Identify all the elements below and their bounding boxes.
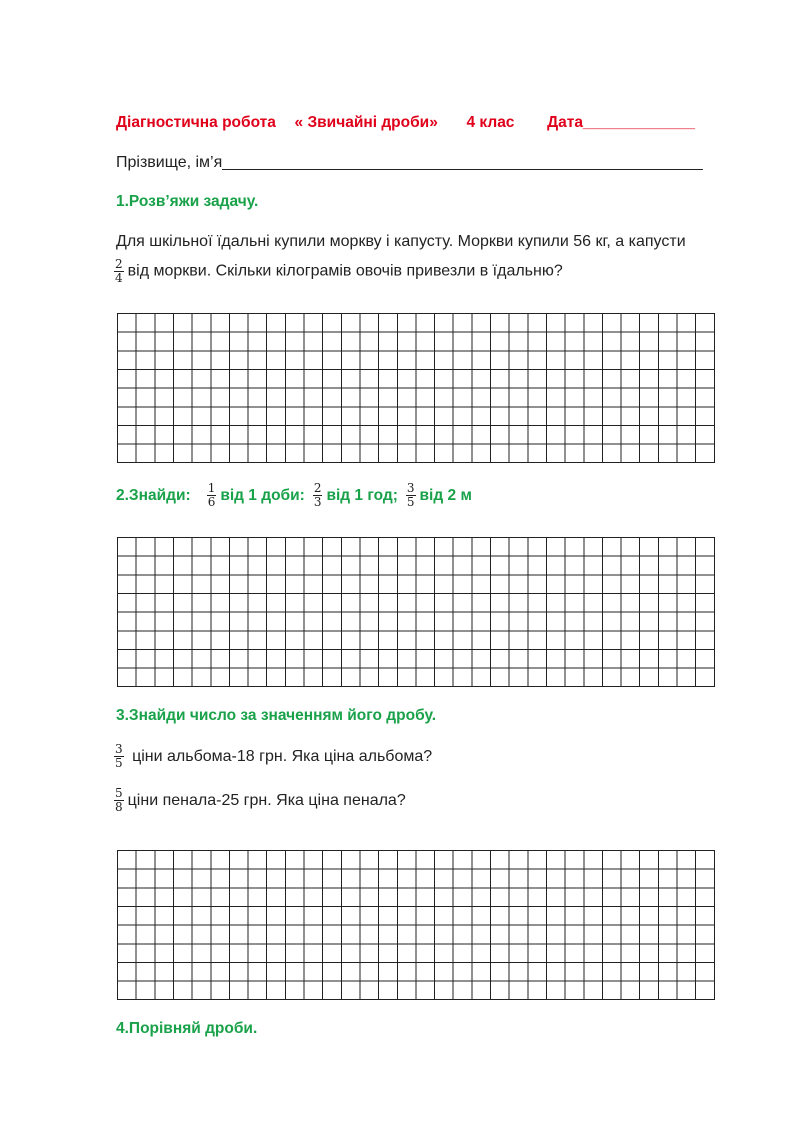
task3-heading: 3.Знайди число за значенням його дробу.	[116, 707, 437, 724]
task2-item-text: від 2 м	[419, 486, 472, 504]
fraction-denominator: 8	[115, 800, 123, 814]
fraction	[406, 482, 416, 509]
task1-text-line1: Для шкільної їдальні купили моркву і капусту. Моркви купили 56 кг, а капусти	[116, 233, 686, 250]
task1-text-line2	[114, 258, 563, 285]
date-field[interactable]: Дата_____________	[547, 114, 696, 131]
fraction-numerator: 2	[115, 257, 123, 271]
task1-heading: 1.Розв’яжи задачу.	[116, 193, 259, 210]
task2-item-text: від 1 год;	[326, 486, 398, 504]
answer-grid-1[interactable]	[117, 313, 715, 465]
worksheet-header	[116, 114, 695, 132]
worksheet-topic: « Звичайні дроби»	[294, 114, 438, 131]
grade-label: 4 клас	[466, 114, 515, 131]
task2-item-text: від 1 доби:	[220, 486, 305, 504]
task3-problem-2	[114, 787, 406, 814]
fraction-numerator: 5	[115, 786, 123, 800]
fraction-denominator: 3	[313, 495, 322, 509]
answer-grid-3[interactable]	[117, 850, 715, 1002]
answer-grid-2[interactable]	[117, 537, 715, 689]
fraction-numerator: 2	[313, 481, 322, 495]
task3-problem-text: ціни пенала-25 грн. Яка ціна пенала?	[127, 791, 406, 809]
task3-problem-1	[114, 743, 432, 770]
worksheet-title: Діагностична робота	[116, 114, 276, 131]
fraction	[114, 787, 124, 814]
fraction-numerator: 3	[115, 742, 123, 756]
fraction-numerator: 1	[207, 481, 216, 495]
fraction	[313, 482, 323, 509]
fraction	[114, 743, 124, 770]
fraction-denominator: 6	[207, 495, 216, 509]
fraction	[207, 482, 217, 509]
fraction-denominator: 5	[406, 495, 415, 509]
fraction-numerator: 3	[406, 481, 415, 495]
task3-problem-text: ціни альбома-18 грн. Яка ціна альбома?	[127, 747, 433, 765]
task2-line	[116, 482, 472, 509]
fraction	[114, 258, 124, 285]
task1-text: від моркви. Скільки кілограмів овочів привезли в їдальню?	[127, 262, 563, 280]
fraction-denominator: 5	[115, 756, 123, 770]
student-name-field[interactable]: Прізвище, ім’я______________________________________________________	[116, 154, 703, 171]
task4-heading: 4.Порівняй дроби.	[116, 1020, 258, 1037]
task2-heading: 2.Знайди:	[116, 486, 191, 504]
fraction-denominator: 4	[115, 271, 123, 285]
